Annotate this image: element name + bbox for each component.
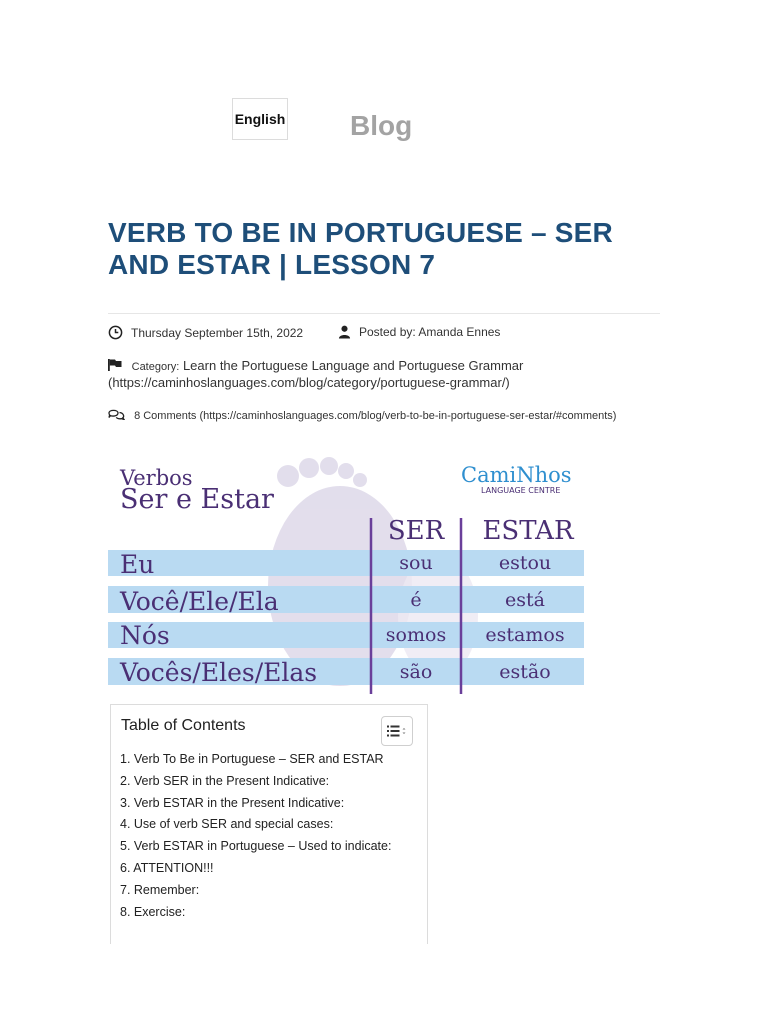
post-date	[108, 325, 303, 340]
ser-cell: somos	[385, 624, 447, 646]
post-comments	[108, 408, 648, 423]
comments-link[interactable]: 8 Comments (https://caminhoslanguages.com/blog/verb-to-be-in-portuguese-ser-estar/#comments)	[134, 410, 617, 422]
hero-title-line2: Ser e Estar	[120, 484, 274, 515]
estar-cell: estamos	[485, 624, 565, 646]
estar-cell: estão	[499, 661, 551, 683]
logo-name: CamiNhos	[461, 463, 572, 487]
logo-subtitle: LANGUAGE CENTRE	[481, 486, 561, 495]
hero-title-line1: Verbos	[120, 466, 193, 490]
toc-item[interactable]: 1. Verb To Be in Portuguese – SER and ESTAR	[120, 752, 384, 766]
flag-icon	[108, 359, 122, 371]
table-of-contents	[110, 704, 428, 944]
language-button[interactable]: English	[232, 98, 288, 140]
category-label: Category:	[131, 361, 180, 373]
post-author-text[interactable]: Posted by: Amanda Ennes	[359, 325, 501, 339]
divider	[108, 313, 660, 314]
toc-item[interactable]: 8. Exercise:	[120, 904, 186, 919]
ser-cell: são	[399, 661, 433, 683]
pronoun-cell: Eu	[120, 550, 155, 579]
toc-item[interactable]: 4. Use of verb SER and special cases:	[120, 817, 334, 832]
user-icon	[338, 325, 351, 339]
toc-item[interactable]: 2. Verb SER in the Present Indicative:	[120, 773, 330, 788]
hero-image	[108, 446, 584, 696]
post-author	[338, 325, 500, 339]
pronoun-cell: Nós	[120, 621, 170, 650]
estar-cell: está	[505, 589, 545, 611]
toc-toggle-button[interactable]	[381, 716, 413, 746]
pronoun-cell: Você/Ele/Ela	[120, 587, 279, 616]
column-header-ser: SER	[387, 516, 445, 546]
category-link[interactable]: Learn the Portuguese Language and Portuguese Grammar (https://caminhoslanguages.com/blog/category/portuguese-grammar/)	[108, 358, 524, 390]
toc-item[interactable]: 6. ATTENTION!!!	[120, 860, 214, 875]
toc-item[interactable]: 5. Verb ESTAR in Portuguese – Used to indicate:	[120, 839, 392, 854]
post-title: VERB TO BE IN PORTUGUESE – SER AND ESTAR | LESSON 7	[108, 217, 613, 280]
comments-icon	[108, 408, 125, 420]
pronoun-cell: Vocês/Eles/Elas	[120, 658, 318, 687]
clock-icon	[108, 325, 123, 340]
toc-list	[120, 749, 391, 923]
list-icon	[387, 725, 407, 737]
post-category	[108, 358, 668, 391]
blog-link[interactable]: Blog	[350, 110, 413, 141]
column-header-estar: ESTAR	[482, 516, 574, 546]
estar-cell: estou	[498, 552, 552, 574]
ser-cell: é	[410, 589, 422, 611]
toc-item[interactable]: 3. Verb ESTAR in the Present Indicative:	[120, 795, 345, 810]
toc-item[interactable]: 7. Remember:	[120, 882, 200, 897]
toc-title: Table of Contents	[121, 717, 246, 734]
ser-cell: sou	[399, 552, 433, 574]
post-date-text: Thursday September 15th, 2022	[131, 325, 304, 340]
